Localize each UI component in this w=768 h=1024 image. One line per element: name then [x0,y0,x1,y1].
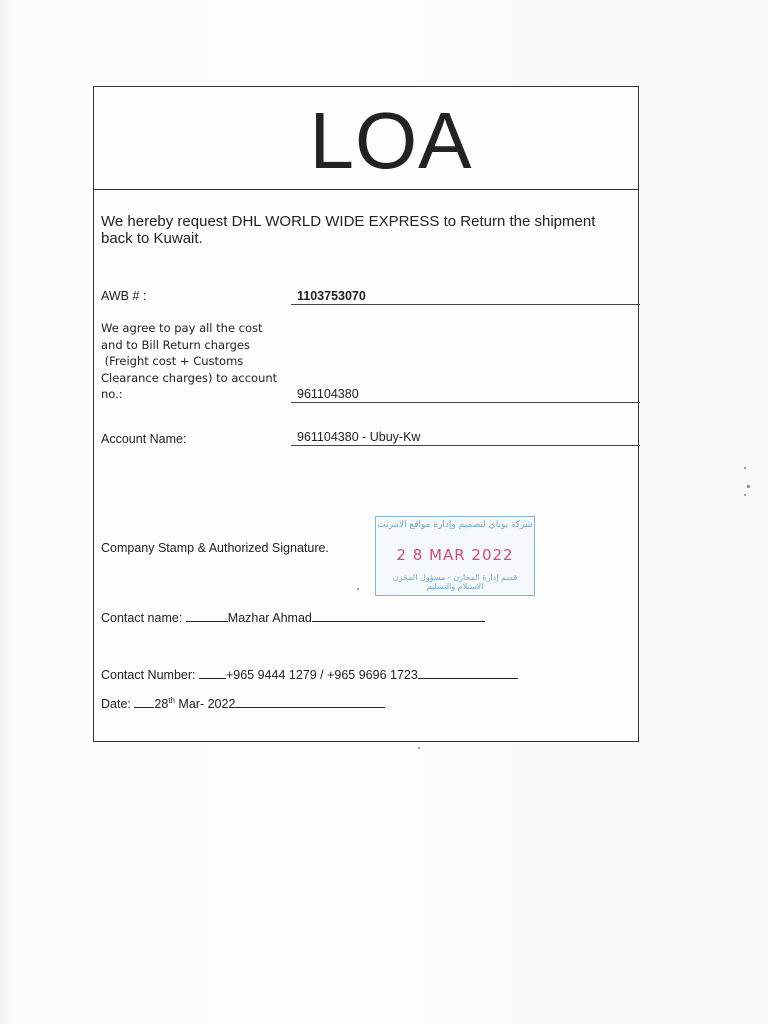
account-no-label-line: We agree to pay all the cost [101,321,263,335]
loa-form [93,86,639,742]
account-no-label-line: and to Bill Return charges [101,337,250,352]
contact-name-value: Mazhar Ahmad [227,611,312,625]
title-section [94,87,638,190]
stamp-department-line: قسم إدارة المخازن - مسؤول المخزن [392,573,518,582]
date-day: 28 [154,697,169,711]
account-no-label [101,320,277,403]
scan-speck [357,588,359,590]
account-no-value: 961104380 [297,387,359,401]
stamp-date: 2 8 MAR 2022 [396,546,514,564]
contact-number-label: Contact Number: [101,668,196,682]
account-name-field [291,430,640,446]
contact-number-row [101,667,518,683]
account-name-value: 961104380 - Ubuy-Kw [297,430,421,444]
blank-line [199,667,226,679]
blank-line [312,610,485,622]
awb-label: AWB # : [101,289,147,303]
blank-line [418,667,518,679]
account-no-label-line: no.: [101,387,123,401]
stamp-signature-label: Company Stamp & Authorized Signature. [101,541,329,555]
awb-value: 1103753070 [297,289,366,303]
contact-name-label: Contact name: [101,611,183,625]
scan-speck [744,494,746,496]
account-no-label-line: (Freight cost + Customs [101,354,244,368]
account-no-field [291,387,640,403]
date-rest: Mar- 2022 [174,697,236,711]
scan-speck [747,485,750,488]
request-statement: We hereby request DHL WORLD WIDE EXPRESS to Return the shipment back to Kuwait. [101,213,596,247]
blank-line [186,610,228,622]
account-name-label: Account Name: [101,432,187,446]
scan-speck [744,467,746,469]
document-title: LOA [309,96,473,185]
account-no-label-line: Clearance charges) to account [101,370,278,385]
stamp-department [376,573,534,591]
company-stamp [375,516,535,596]
scan-speck [418,747,420,749]
blank-line [235,696,385,708]
awb-field [291,289,640,305]
date-suffix: th [168,695,175,705]
contact-number-value: +965 9444 1279 / +965 9696 1723 [225,668,418,682]
stamp-company-name: شركة يوباي لتصميم وإدارة مواقع الانترنت [377,520,533,530]
contact-name-row [101,610,485,626]
stamp-department-line: الاستلام والتسليم [426,582,484,591]
blank-line [134,696,154,708]
date-label: Date: [101,697,131,711]
date-row [101,696,385,712]
